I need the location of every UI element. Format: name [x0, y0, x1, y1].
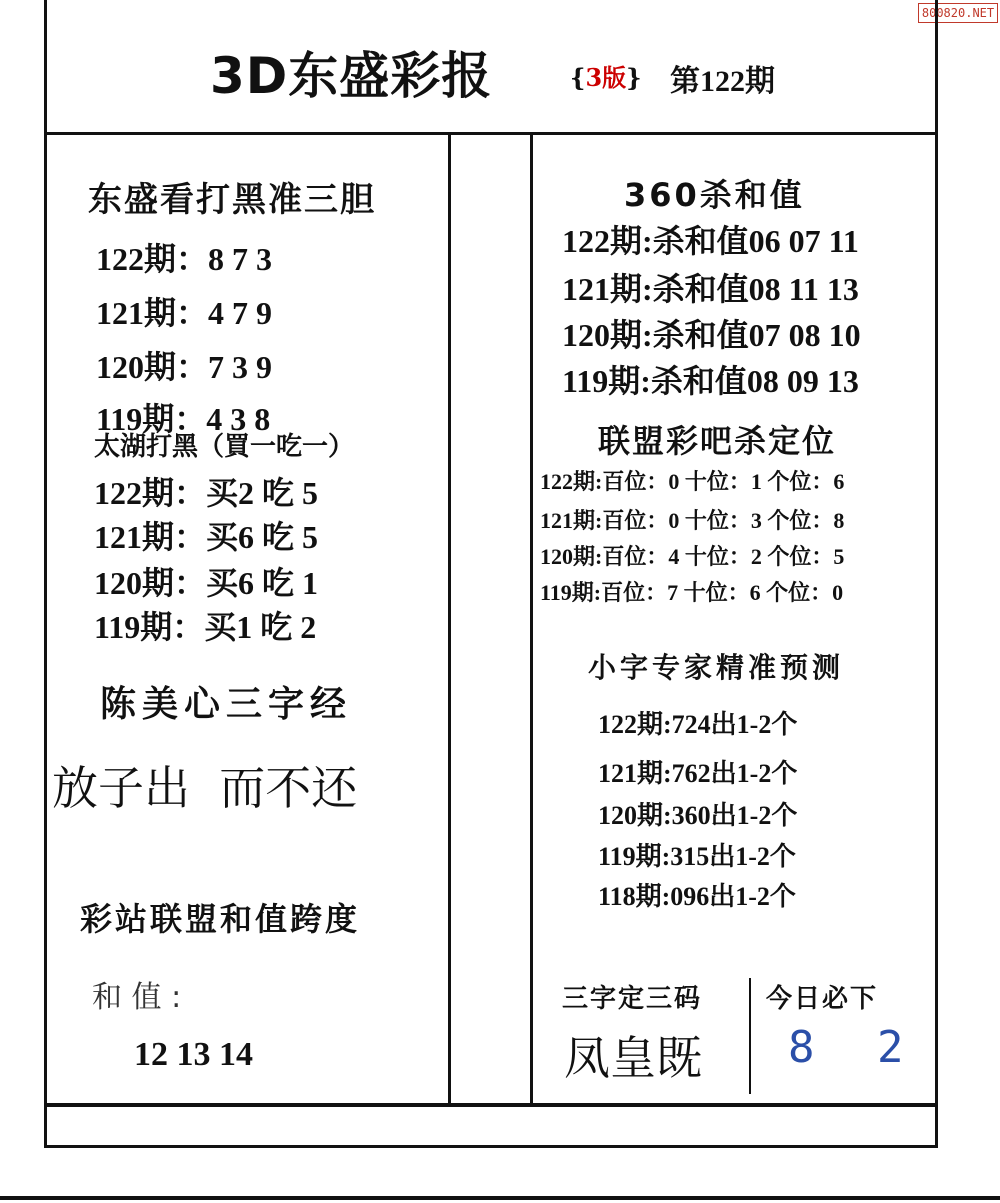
bottom-box-divider [749, 978, 751, 1094]
watermark-label: 800820.NET [918, 3, 998, 23]
xiaozi-section-title: 小字专家精准预测 [588, 651, 845, 684]
row-value: 买1 吃 2 [204, 609, 317, 645]
header-divider [44, 132, 938, 135]
sanzi-text: 凤皇既 [564, 1031, 702, 1085]
today-section-title: 今日必下 [766, 984, 879, 1014]
taihu-row [94, 468, 318, 514]
period-label: 120期: [562, 317, 653, 353]
sanzijing-section-title: 陈美心三字经 [100, 684, 353, 725]
period-label: 119期: [562, 363, 651, 399]
footer-divider [44, 1103, 938, 1107]
kill360-row [562, 264, 859, 310]
hezhi-label: 和 值 : [92, 980, 182, 1015]
xiaozi-row: 118期:096出1-2个 [598, 882, 796, 911]
row-value: 杀和值08 11 13 [652, 271, 859, 307]
kill360-row [562, 310, 861, 356]
issue-number: 第122期 [670, 65, 775, 98]
taihu-row [94, 602, 316, 648]
hezhi-values: 12 13 14 [134, 1036, 253, 1073]
row-value: 买2 吃 5 [206, 475, 319, 511]
period-label: 119期： [96, 401, 207, 437]
hezhi-section-title: 彩站联盟和值跨度 [80, 900, 361, 938]
period-label: 121期: [562, 271, 653, 307]
column-divider-right [530, 135, 533, 1103]
period-label: 121期： [94, 519, 207, 555]
sanzi-section-title: 三字定三码 [562, 984, 703, 1014]
xiaozi-row: 119期:315出1-2个 [598, 842, 796, 871]
edition-badge [570, 58, 642, 93]
xiaozi-row: 122期:724出1-2个 [598, 710, 798, 739]
newspaper-title: 3D东盛彩报 [210, 47, 493, 105]
kill360-section-title: 360杀和值 [624, 176, 805, 214]
period-label: 119期： [94, 609, 205, 645]
lianmeng-row: 120期:百位：4 十位：2 个位：5 [540, 544, 845, 569]
edition-brace-open: { [570, 63, 586, 92]
dongsheng-row [96, 234, 272, 280]
today-numbers: 8 2 [788, 1022, 922, 1073]
xiaozi-row: 120期:360出1-2个 [598, 801, 798, 830]
page-bottom-rule [0, 1196, 1000, 1200]
taihu-row [94, 558, 318, 604]
row-value: 买6 吃 5 [206, 519, 319, 555]
period-label: 121期： [96, 295, 209, 331]
row-value: 4 3 8 [206, 401, 271, 437]
period-label: 122期： [94, 475, 207, 511]
dongsheng-row [96, 342, 272, 388]
xiaozi-row: 121期:762出1-2个 [598, 759, 798, 788]
row-value: 杀和值08 09 13 [650, 363, 859, 399]
kill360-row [562, 216, 859, 262]
period-label: 120期： [96, 349, 209, 385]
period-label: 122期： [96, 241, 209, 277]
sanzijing-text: 放子出 而不还 [52, 761, 358, 815]
dongsheng-row [96, 288, 272, 334]
period-label: 122期: [562, 223, 653, 259]
kill360-row [562, 356, 859, 402]
lianmeng-row: 119期:百位：7 十位：6 个位：0 [540, 580, 844, 605]
lianmeng-row: 121期:百位：0 十位：3 个位：8 [540, 508, 845, 533]
lianmeng-row: 122期:百位：0 十位：1 个位：6 [540, 469, 845, 494]
row-value: 买6 吃 1 [206, 565, 319, 601]
edition-number: 3版 [585, 63, 627, 92]
row-value: 4 7 9 [208, 295, 273, 331]
period-label: 120期： [94, 565, 207, 601]
column-divider-left [448, 135, 451, 1103]
row-value: 7 3 9 [208, 349, 273, 385]
taihu-section-title: 太湖打黑（買一吃一） [94, 432, 355, 462]
dongsheng-section-title: 东盛看打黑准三胆 [88, 180, 376, 220]
row-value: 杀和值07 08 10 [652, 317, 861, 353]
lianmeng-section-title: 联盟彩吧杀定位 [598, 422, 837, 460]
row-value: 杀和值06 07 11 [652, 223, 859, 259]
taihu-row [94, 512, 318, 558]
row-value: 8 7 3 [208, 241, 273, 277]
edition-brace-close: } [626, 63, 642, 92]
